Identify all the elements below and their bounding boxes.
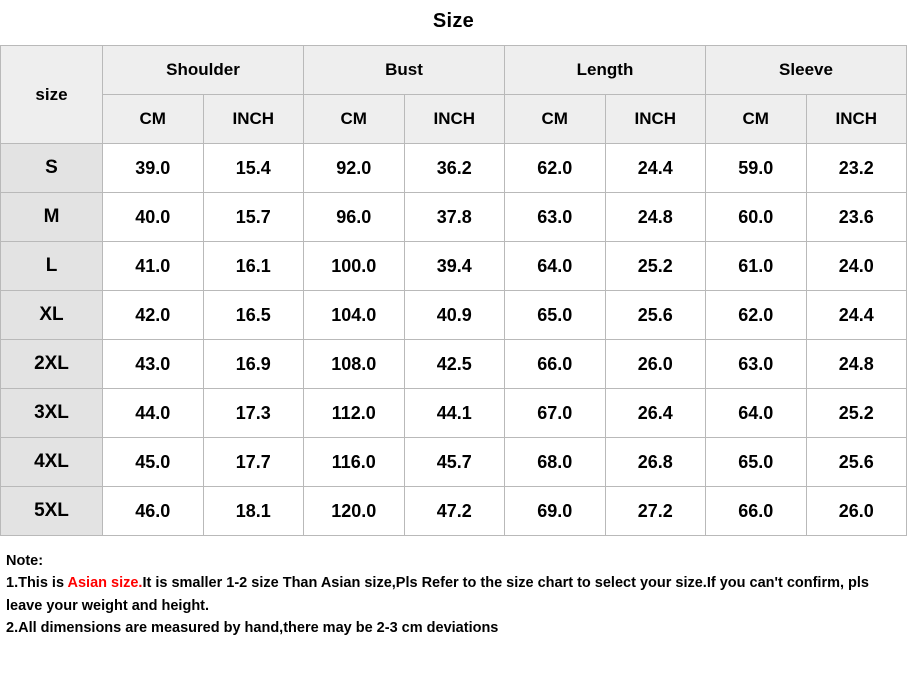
cell-length-cm: 69.0 [505,487,606,536]
column-group-bust: Bust [304,46,505,95]
cell-shoulder-cm: 45.0 [103,438,204,487]
unit-header-length-inch: INCH [605,95,706,144]
cell-bust-inch: 36.2 [404,144,505,193]
cell-length-cm: 65.0 [505,291,606,340]
unit-header-length-cm: CM [505,95,606,144]
table-header [1,46,907,144]
cell-shoulder-cm: 46.0 [103,487,204,536]
row-size-label: S [1,144,103,193]
cell-shoulder-inch: 15.4 [203,144,304,193]
cell-shoulder-inch: 16.1 [203,242,304,291]
notes-section [0,536,907,640]
page-title: Size [432,10,475,32]
table-row [1,291,907,340]
cell-sleeve-cm: 66.0 [706,487,807,536]
cell-sleeve-inch: 24.4 [806,291,907,340]
cell-shoulder-cm: 42.0 [103,291,204,340]
cell-length-inch: 27.2 [605,487,706,536]
cell-sleeve-inch: 24.0 [806,242,907,291]
cell-bust-inch: 39.4 [404,242,505,291]
table-row [1,389,907,438]
cell-bust-cm: 116.0 [304,438,405,487]
table-row [1,340,907,389]
column-group-length: Length [505,46,706,95]
cell-sleeve-cm: 65.0 [706,438,807,487]
cell-length-inch: 24.4 [605,144,706,193]
cell-shoulder-inch: 17.3 [203,389,304,438]
unit-header-sleeve-cm: CM [706,95,807,144]
row-size-label: M [1,193,103,242]
cell-length-inch: 26.4 [605,389,706,438]
table-body [1,144,907,536]
cell-sleeve-inch: 23.6 [806,193,907,242]
cell-bust-cm: 112.0 [304,389,405,438]
table-header-row-units [1,95,907,144]
cell-sleeve-inch: 25.2 [806,389,907,438]
cell-sleeve-cm: 59.0 [706,144,807,193]
table-row [1,242,907,291]
column-group-shoulder: Shoulder [103,46,304,95]
cell-bust-cm: 104.0 [304,291,405,340]
cell-shoulder-cm: 44.0 [103,389,204,438]
cell-length-inch: 26.8 [605,438,706,487]
cell-bust-inch: 40.9 [404,291,505,340]
cell-bust-inch: 37.8 [404,193,505,242]
table-corner-size-label: size [1,46,103,144]
cell-sleeve-inch: 23.2 [806,144,907,193]
cell-length-cm: 62.0 [505,144,606,193]
cell-bust-inch: 45.7 [404,438,505,487]
cell-length-cm: 66.0 [505,340,606,389]
table-header-row-groups [1,46,907,95]
cell-sleeve-inch: 26.0 [806,487,907,536]
cell-length-cm: 64.0 [505,242,606,291]
cell-length-cm: 63.0 [505,193,606,242]
cell-length-inch: 25.2 [605,242,706,291]
table-row [1,438,907,487]
unit-header-sleeve-inch: INCH [806,95,907,144]
cell-shoulder-inch: 18.1 [203,487,304,536]
cell-bust-inch: 42.5 [404,340,505,389]
table-row [1,144,907,193]
table-row [1,487,907,536]
cell-shoulder-inch: 15.7 [203,193,304,242]
cell-shoulder-cm: 41.0 [103,242,204,291]
notes-line-1-rest: It is smaller 1-2 size Than Asian size,Pls Refer to the size chart to select your size.If you can't confirm, pls leave your weight and height. [6,575,869,614]
table-row [1,193,907,242]
unit-header-bust-inch: INCH [404,95,505,144]
cell-sleeve-inch: 24.8 [806,340,907,389]
size-table [0,45,907,536]
cell-bust-cm: 120.0 [304,487,405,536]
column-group-sleeve: Sleeve [706,46,907,95]
cell-sleeve-cm: 62.0 [706,291,807,340]
cell-shoulder-cm: 43.0 [103,340,204,389]
unit-header-bust-cm: CM [304,95,405,144]
cell-sleeve-inch: 25.6 [806,438,907,487]
cell-sleeve-cm: 63.0 [706,340,807,389]
unit-header-shoulder-cm: CM [103,95,204,144]
cell-length-cm: 67.0 [505,389,606,438]
cell-sleeve-cm: 61.0 [706,242,807,291]
cell-bust-cm: 96.0 [304,193,405,242]
cell-shoulder-inch: 16.9 [203,340,304,389]
cell-sleeve-cm: 64.0 [706,389,807,438]
notes-line-1-prefix: 1.This is [6,575,68,592]
cell-bust-cm: 92.0 [304,144,405,193]
row-size-label: XL [1,291,103,340]
row-size-label: 4XL [1,438,103,487]
cell-sleeve-cm: 60.0 [706,193,807,242]
unit-header-shoulder-inch: INCH [203,95,304,144]
row-size-label: 3XL [1,389,103,438]
notes-asian-size-highlight: Asian size. [67,575,143,592]
cell-bust-inch: 44.1 [404,389,505,438]
cell-length-cm: 68.0 [505,438,606,487]
cell-shoulder-cm: 40.0 [103,193,204,242]
cell-shoulder-inch: 17.7 [203,438,304,487]
cell-length-inch: 25.6 [605,291,706,340]
notes-line-2: 2.All dimensions are measured by hand,there may be 2-3 cm deviations [6,620,499,637]
cell-length-inch: 26.0 [605,340,706,389]
notes-line-1 [6,572,901,617]
cell-shoulder-cm: 39.0 [103,144,204,193]
cell-shoulder-inch: 16.5 [203,291,304,340]
cell-bust-inch: 47.2 [404,487,505,536]
row-size-label: L [1,242,103,291]
cell-length-inch: 24.8 [605,193,706,242]
notes-heading: Note: [6,553,44,569]
row-size-label: 2XL [1,340,103,389]
cell-bust-cm: 100.0 [304,242,405,291]
row-size-label: 5XL [1,487,103,536]
cell-bust-cm: 108.0 [304,340,405,389]
